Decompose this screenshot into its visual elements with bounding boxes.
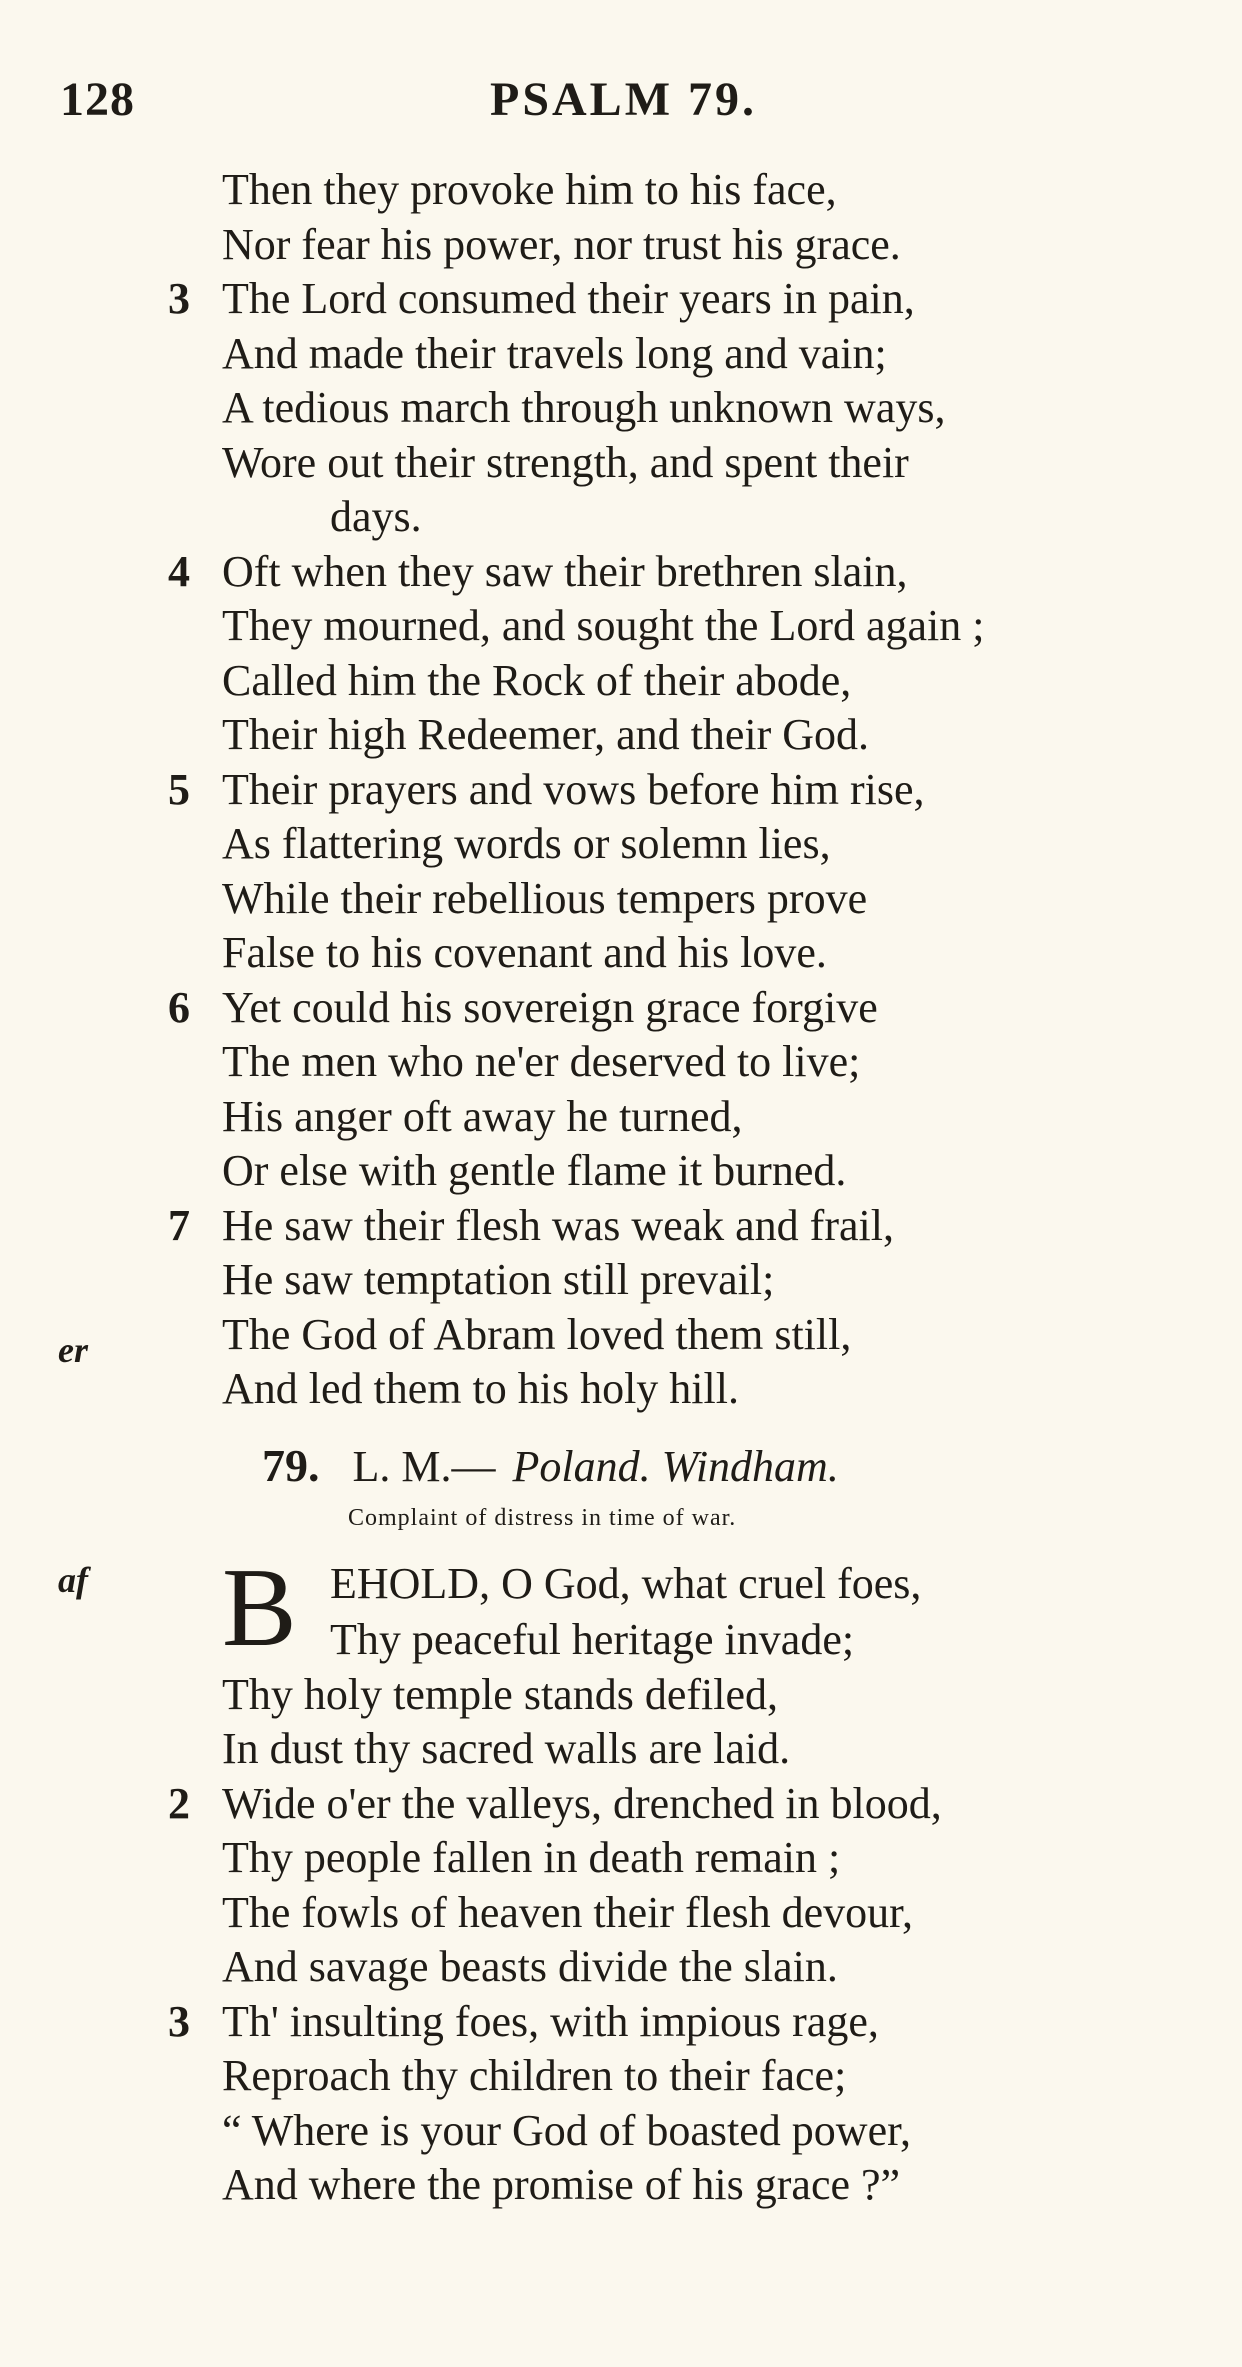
verse-number: 6 — [168, 982, 190, 1032]
verse-text: Thy people fallen in death remain ; — [222, 1833, 841, 1882]
verse-text: Thy holy temple stands defiled, — [222, 1669, 778, 1719]
verse-text: Their prayers and vows before him rise, — [222, 764, 925, 814]
margin-note: af — [58, 1560, 88, 1600]
verse-text: The men who ne'er deserved to live; — [222, 1037, 861, 1086]
verse-text: Thy peaceful heritage invade; — [330, 1615, 855, 1664]
verse-text: His anger oft away he turned, — [222, 1091, 743, 1141]
drop-cap: B — [222, 1546, 297, 1670]
page-header — [60, 72, 1200, 132]
verse-text: In dust thy sacred walls are laid. — [222, 1724, 791, 1773]
verse-text: Reproach thy children to their face; — [222, 2051, 847, 2100]
verse-text: Or else with gentle flame it burned. — [222, 1146, 847, 1195]
verse-number: 3 — [168, 1996, 190, 2046]
verse-text: They mourned, and sought the Lord again ; — [222, 601, 985, 650]
page-number: 128 — [60, 73, 135, 126]
verse-text: As flattering words or solemn lies, — [222, 819, 831, 868]
verse-text: Wore out their strength, and spent their — [222, 437, 909, 487]
verse-text: The Lord consumed their years in pain, — [222, 274, 915, 323]
verse-text: And led them to his holy hill. — [222, 1364, 739, 1413]
verse-text: EHOLD, O God, what cruel foes, — [330, 1559, 922, 1608]
verse-text: While their rebellious tempers prove — [222, 873, 868, 923]
verse-text: Their high Redeemer, and their God. — [222, 710, 870, 759]
verse-number: 2 — [168, 1778, 190, 1828]
verse-text: False to his covenant and his love. — [222, 928, 827, 977]
verse-text: Called him the Rock of their abode, — [222, 655, 852, 705]
verse-text: Wide o'er the valleys, drenched in blood, — [222, 1778, 942, 1828]
verse-text: The fowls of heaven their flesh devour, — [222, 1887, 914, 1937]
verse-text: And made their travels long and vain; — [222, 328, 887, 378]
verse-number: 3 — [168, 274, 190, 323]
verse-text: The God of Abram loved them still, — [222, 1309, 852, 1359]
verse-text: Oft when they saw their brethren slain, — [222, 546, 908, 596]
verse-number: 5 — [168, 764, 190, 814]
verse-text: days. — [330, 492, 422, 541]
hymn-tunes: Poland. Windham. — [512, 1442, 839, 1491]
verse-text: He saw temptation still prevail; — [222, 1255, 775, 1304]
verse-text: Th' insulting foes, with impious rage, — [222, 1996, 879, 2046]
verse-text: “ Where is your God of boasted power, — [222, 2105, 912, 2155]
verse-text: And where the promise of his grace ?” — [222, 2160, 901, 2209]
hymn-heading — [262, 1436, 839, 1496]
hymn-subtitle: Complaint of distress in time of war. — [348, 1505, 737, 1531]
verse-text: He saw their flesh was weak and frail, — [222, 1200, 894, 1250]
verse-number: 7 — [168, 1200, 190, 1250]
page-title: PSALM 79. — [490, 73, 757, 126]
margin-note: er — [58, 1330, 88, 1370]
verse-text: Then they provoke him to his face, — [222, 165, 837, 214]
verse-text: Yet could his sovereign grace forgive — [222, 982, 878, 1032]
verse-text: Nor fear his power, nor trust his grace. — [222, 219, 901, 269]
verse-text: A tedious march through unknown ways, — [222, 383, 946, 432]
hymn-meter: L. M.— — [352, 1442, 496, 1491]
verse-text: And savage beasts divide the slain. — [222, 1942, 838, 1991]
verse-number: 4 — [168, 546, 190, 596]
hymn-number: 79. — [262, 1440, 320, 1491]
